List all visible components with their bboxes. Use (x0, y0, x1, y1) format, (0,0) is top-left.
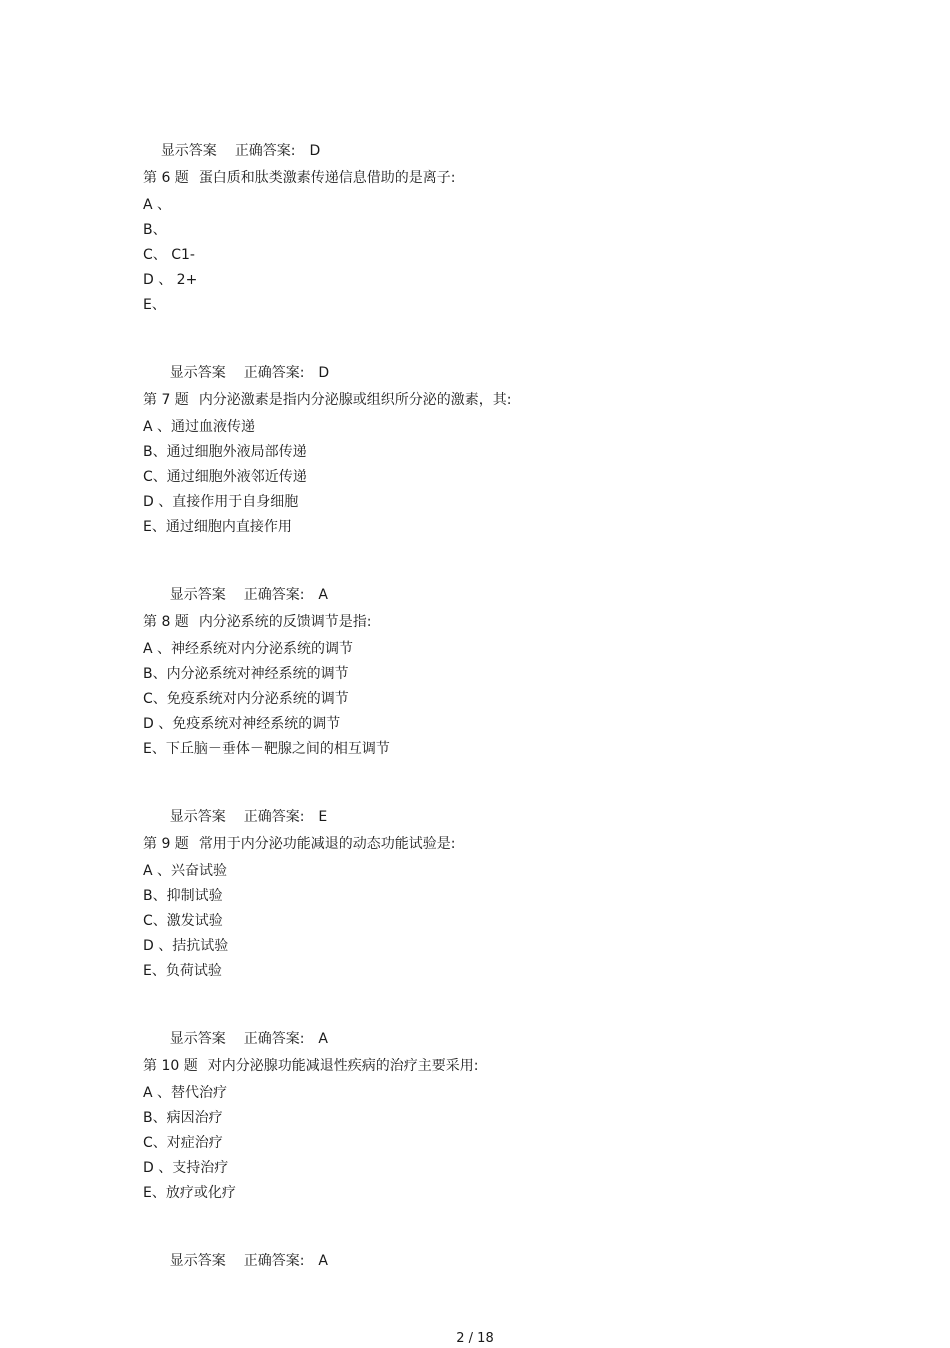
answer-line (143, 562, 823, 603)
show-answer-link[interactable]: 显示答案 (169, 809, 226, 825)
option-c: C、通过细胞外液邻近传递 (143, 469, 307, 485)
answer-line-q5 (143, 118, 823, 159)
question-number: 第 9 题 (143, 836, 189, 852)
answer-line (143, 340, 823, 381)
option-e: E、通过细胞内直接作用 (143, 519, 292, 535)
question-title (143, 389, 823, 411)
show-answer-link[interactable]: 显示答案 (169, 365, 226, 381)
answer-line (143, 1006, 823, 1047)
show-answer-link[interactable]: 显示答案 (160, 143, 217, 159)
option-d: D 、 2+ (143, 272, 198, 288)
show-answer-link[interactable]: 显示答案 (169, 1031, 226, 1047)
correct-answer-value: A (318, 587, 328, 603)
option-b: B、通过细胞外液局部传递 (143, 444, 307, 460)
correct-answer-label: 正确答案: (243, 365, 305, 381)
option-a: A 、 (143, 197, 172, 213)
question-block-8 (143, 611, 823, 825)
option-b: B、 (143, 222, 167, 238)
option-d: D 、支持治疗 (143, 1160, 229, 1176)
question-number: 第 10 题 (143, 1058, 198, 1074)
option-d: D 、直接作用于自身细胞 (143, 494, 299, 510)
option-a: A 、神经系统对内分泌系统的调节 (143, 641, 354, 657)
option-e: E、放疗或化疗 (143, 1185, 236, 1201)
option-b: B、病因治疗 (143, 1110, 223, 1126)
correct-answer-value: D (318, 365, 330, 381)
question-text: 常用于内分泌功能减退的动态功能试验是: (198, 836, 456, 852)
question-title (143, 611, 823, 633)
question-block-9 (143, 833, 823, 1047)
question-title (143, 167, 823, 189)
option-e: E、负荷试验 (143, 963, 222, 979)
option-c: C、激发试验 (143, 913, 223, 929)
option-e: E、下丘脑－垂体－靶腺之间的相互调节 (143, 741, 390, 757)
show-answer-link[interactable]: 显示答案 (169, 587, 226, 603)
question-title (143, 1055, 823, 1077)
option-c: C、 C1- (143, 247, 195, 263)
option-e: E、 (143, 297, 166, 313)
option-a: A 、通过血液传递 (143, 419, 256, 435)
question-number: 第 8 题 (143, 614, 189, 630)
question-text: 内分泌系统的反馈调节是指: (198, 614, 372, 630)
question-text: 内分泌激素是指内分泌腺或组织所分泌的激素，其: (198, 392, 512, 408)
correct-answer-value: A (318, 1031, 328, 1047)
answer-line (143, 1228, 823, 1269)
option-d: D 、免疫系统对神经系统的调节 (143, 716, 341, 732)
correct-answer-value: A (318, 1253, 328, 1269)
question-number: 第 6 题 (143, 170, 189, 186)
correct-answer-label: 正确答案: (243, 809, 305, 825)
question-block-6 (143, 167, 823, 381)
option-c: C、对症治疗 (143, 1135, 223, 1151)
question-text: 对内分泌腺功能减退性疾病的治疗主要采用: (207, 1058, 479, 1074)
page-number: 2 / 18 (456, 1331, 494, 1346)
document-page (143, 118, 823, 1269)
correct-answer-label: 正确答案: (243, 1253, 305, 1269)
question-title (143, 833, 823, 855)
question-block-7 (143, 389, 823, 603)
question-number: 第 7 题 (143, 392, 189, 408)
option-a: A 、兴奋试验 (143, 863, 228, 879)
option-b: B、抑制试验 (143, 888, 223, 904)
correct-answer-label: 正确答案: (243, 587, 305, 603)
option-d: D 、拮抗试验 (143, 938, 229, 954)
question-text: 蛋白质和肽类激素传递信息借助的是离子: (198, 170, 456, 186)
option-a: A 、替代治疗 (143, 1085, 228, 1101)
correct-answer-value: D (309, 143, 321, 159)
correct-answer-label: 正确答案: (243, 1031, 305, 1047)
correct-answer-value: E (318, 809, 328, 825)
answer-line (143, 784, 823, 825)
correct-answer-label: 正确答案: (234, 143, 296, 159)
show-answer-link[interactable]: 显示答案 (169, 1253, 226, 1269)
option-c: C、免疫系统对内分泌系统的调节 (143, 691, 349, 707)
option-b: B、内分泌系统对神经系统的调节 (143, 666, 349, 682)
question-block-10 (143, 1055, 823, 1269)
